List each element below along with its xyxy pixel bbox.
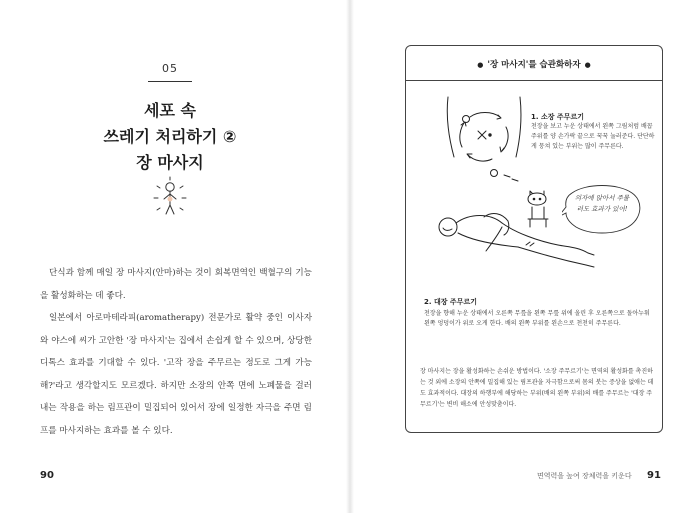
body-paragraph: 일본에서 아로마테라피(aromatherapy) 전문가로 활약 중인 이사자와 야스에 씨가 고안한 '장 마사지'는 집에서 손쉽게 할 수 있으며, 상당한 디톡스 효과를 기대할 수 있다. '고작 장을 주무르는 정도로 그게 가능해?'라고 생각할지도 모르겠다. 하지만 소장의 안쪽 면에 노폐물을 걸러내는 작용을 하는 림프관이 밀집되어 있어서 장에 일정한 자극을 주면 림프를 마사지하는 효과를 볼 수 있다. [40,313,312,436]
chapter-title-line-3: 장 마사지 [136,153,204,172]
note-text: 장 마사지는 장을 활성화하는 손쉬운 방법이다. '소장 주무르기'는 면역의 활성화를 촉진하는 것 외에 소장의 안쪽에 밀집해 있는 림프관을 자극함으로써 몸의 붓는 증상을 없애는 데도 효과적이다. 대장의 하행부에 해당하는 부위(배의 왼쪽 부위)의 배를 주무르는 '대장 주무르기'는 변비 해소에 안성맞춤이다. [420,368,654,408]
section2-text: 천장을 향해 누운 상태에서 오른쪽 무릎을 왼쪽 무릎 위에 올린 후 오른쪽으로 돌아누워 왼쪽 엉덩이가 위로 오게 한다. 배의 왼쪽 부위를 왼손으로 천천히 주무른다. [424,310,650,328]
chapter-number: 05 [162,62,178,75]
tip-box-header [405,45,663,81]
section1-text: 천장을 보고 누운 상태에서 왼쪽 그림처럼 배꼽 주위를 양 손가락 끝으로 꾹꾹 눌러준다. 단단하게 뭉쳐 있는 부위는 많이 주무른다. [531,123,655,151]
tip-box-title: '장 마사지'를 습관화하자 [487,60,581,70]
page-number-right: 91 [647,470,661,481]
speech-bubble-text: 의자에 앉아서 주물러도 효과가 있어! [574,194,630,213]
chapter-title-line-1: 세포 속 [144,101,196,120]
glowing-person-illustration [148,176,192,220]
bullet-dot-icon: ● [477,61,484,69]
chapter-rule [148,81,192,82]
chapter-title-line-2: 쓰레기 처리하기 ② [103,127,237,146]
section2-title: 2. 대장 주무르기 [424,298,477,306]
book-gutter [346,0,354,513]
body-paragraph: 단식과 함께 매일 장 마사지(안마)하는 것이 회복면역인 백혈구의 기능을 활성화하는 데 좋다. [40,268,312,301]
bullet-dot-icon: ● [584,61,591,69]
section1-title: 1. 소장 주무르기 [531,113,584,121]
running-head: 면역력을 높여 장체력을 키운다 [537,472,632,480]
page-number-left: 90 [40,470,54,481]
body-text [40,262,312,442]
